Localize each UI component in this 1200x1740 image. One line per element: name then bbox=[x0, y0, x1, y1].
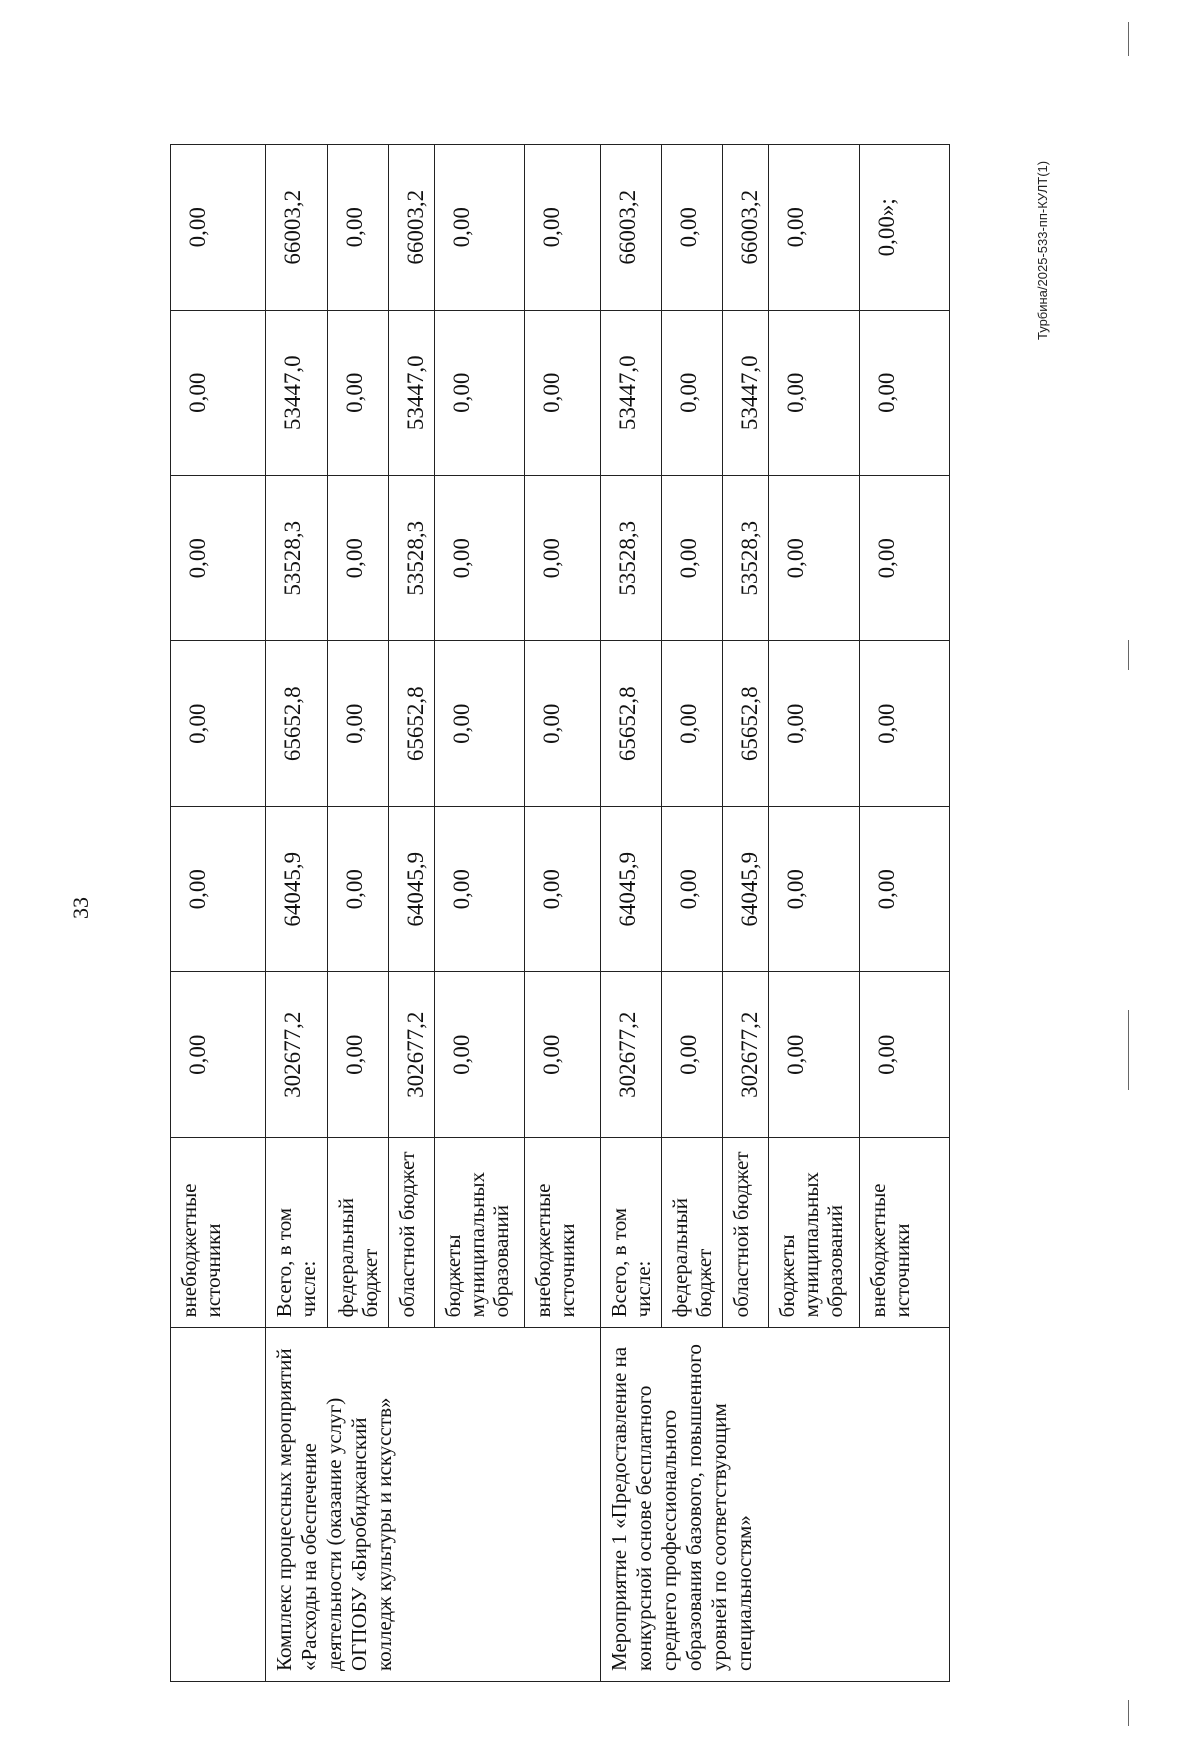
value-cell: 0,00 bbox=[859, 310, 949, 475]
value-cell: 0,00 bbox=[327, 476, 388, 641]
funding-source: внебюджетные источники bbox=[859, 1137, 949, 1327]
value-cell: 53447,0 bbox=[723, 310, 769, 475]
value-cell: 0,00 bbox=[171, 145, 266, 311]
funding-source: областной бюджет bbox=[723, 1137, 769, 1327]
value-cell: 53447,0 bbox=[266, 310, 327, 475]
table-row bbox=[171, 145, 266, 1682]
value-cell: 65652,8 bbox=[723, 641, 769, 806]
value-cell: 0,00 bbox=[859, 972, 949, 1137]
value-cell: 66003,2 bbox=[388, 145, 434, 311]
funding-source: внебюджетные источники bbox=[525, 1137, 600, 1327]
value-cell: 53528,3 bbox=[266, 476, 327, 641]
value-cell: 0,00 bbox=[769, 310, 859, 475]
value-cell: 0,00 bbox=[769, 476, 859, 641]
value-cell: 53528,3 bbox=[723, 476, 769, 641]
scan-mark bbox=[1128, 22, 1129, 56]
value-cell: 65652,8 bbox=[600, 641, 661, 806]
rotated-page bbox=[170, 144, 950, 1682]
budget-table bbox=[170, 144, 950, 1682]
value-cell: 66003,2 bbox=[266, 145, 327, 311]
value-cell: 0,00 bbox=[327, 641, 388, 806]
funding-source: бюджеты муниципальных образований bbox=[769, 1137, 859, 1327]
value-cell: 302677,2 bbox=[600, 972, 661, 1137]
value-cell: 0,00 bbox=[769, 145, 859, 311]
value-cell: 0,00 bbox=[327, 972, 388, 1137]
value-cell: 0,00 bbox=[435, 972, 525, 1137]
value-cell: 0,00 bbox=[859, 476, 949, 641]
funding-source: областной бюджет bbox=[388, 1137, 434, 1327]
scan-mark bbox=[1128, 640, 1129, 670]
value-cell: 0,00 bbox=[171, 476, 266, 641]
value-cell: 0,00 bbox=[171, 310, 266, 475]
table-row bbox=[266, 145, 327, 1682]
table-row bbox=[600, 145, 661, 1682]
value-cell: 0,00 bbox=[769, 806, 859, 971]
value-cell: 0,00 bbox=[327, 310, 388, 475]
value-cell: 53447,0 bbox=[388, 310, 434, 475]
value-cell: 0,00 bbox=[525, 972, 600, 1137]
value-cell: 0,00 bbox=[435, 310, 525, 475]
value-cell: 0,00 bbox=[661, 806, 722, 971]
value-cell: 0,00»; bbox=[859, 145, 949, 311]
value-cell: 66003,2 bbox=[600, 145, 661, 311]
value-cell: 0,00 bbox=[435, 641, 525, 806]
scan-mark bbox=[1128, 1700, 1129, 1726]
value-cell: 0,00 bbox=[525, 310, 600, 475]
row-name: Комплекс процессных мероприятий «Расходы на обеспечение деятельности (оказание услуг) ОГПОБУ «Биробиджанский колледж культуры и искусств» bbox=[266, 1328, 600, 1682]
page-number: 33 bbox=[68, 897, 93, 919]
value-cell: 64045,9 bbox=[723, 806, 769, 971]
funding-source: Всего, в том числе: bbox=[600, 1137, 661, 1327]
funding-source: внебюджетные источники bbox=[171, 1137, 266, 1327]
value-cell: 0,00 bbox=[525, 806, 600, 971]
value-cell: 0,00 bbox=[661, 145, 722, 311]
document-code: Турбина/2025-533-пп-КУЛТ(1) bbox=[1035, 160, 1050, 340]
value-cell: 0,00 bbox=[435, 806, 525, 971]
value-cell: 64045,9 bbox=[266, 806, 327, 971]
value-cell: 0,00 bbox=[171, 806, 266, 971]
value-cell: 0,00 bbox=[859, 641, 949, 806]
value-cell: 64045,9 bbox=[388, 806, 434, 971]
value-cell: 0,00 bbox=[661, 310, 722, 475]
funding-source: Всего, в том числе: bbox=[266, 1137, 327, 1327]
value-cell: 302677,2 bbox=[723, 972, 769, 1137]
funding-source: федеральный бюджет bbox=[327, 1137, 388, 1327]
value-cell: 302677,2 bbox=[388, 972, 434, 1137]
value-cell: 0,00 bbox=[435, 476, 525, 641]
value-cell: 0,00 bbox=[661, 476, 722, 641]
value-cell: 65652,8 bbox=[266, 641, 327, 806]
value-cell: 53528,3 bbox=[388, 476, 434, 641]
value-cell: 66003,2 bbox=[723, 145, 769, 311]
value-cell: 0,00 bbox=[525, 641, 600, 806]
value-cell: 0,00 bbox=[327, 145, 388, 311]
value-cell: 53447,0 bbox=[600, 310, 661, 475]
value-cell: 64045,9 bbox=[600, 806, 661, 971]
funding-source: бюджеты муниципальных образований bbox=[435, 1137, 525, 1327]
value-cell: 53528,3 bbox=[600, 476, 661, 641]
value-cell: 65652,8 bbox=[388, 641, 434, 806]
value-cell: 0,00 bbox=[435, 145, 525, 311]
value-cell: 302677,2 bbox=[266, 972, 327, 1137]
value-cell: 0,00 bbox=[769, 641, 859, 806]
value-cell: 0,00 bbox=[859, 806, 949, 971]
value-cell: 0,00 bbox=[171, 641, 266, 806]
value-cell: 0,00 bbox=[769, 972, 859, 1137]
row-name bbox=[171, 1328, 266, 1682]
row-name: Мероприятие 1 «Предоставление на конкурсной основе бесплатного среднего профессионального образования базового, повышенного уровней по соответствующим специальностям» bbox=[600, 1328, 949, 1682]
value-cell: 0,00 bbox=[661, 641, 722, 806]
scan-mark bbox=[1128, 1010, 1129, 1090]
value-cell: 0,00 bbox=[171, 972, 266, 1137]
value-cell: 0,00 bbox=[661, 972, 722, 1137]
funding-source: федеральный бюджет bbox=[661, 1137, 722, 1327]
value-cell: 0,00 bbox=[525, 145, 600, 311]
value-cell: 0,00 bbox=[327, 806, 388, 971]
value-cell: 0,00 bbox=[525, 476, 600, 641]
